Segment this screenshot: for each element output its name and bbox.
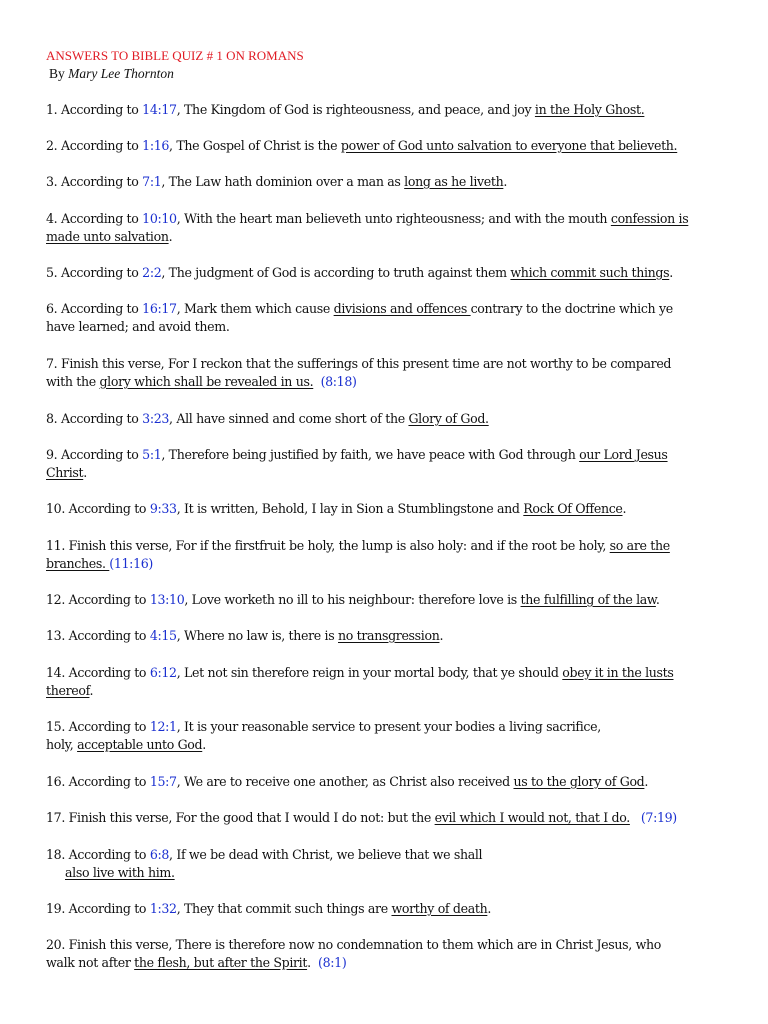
question-text: , They that commit such things are (176, 901, 392, 916)
scripture-reference: 6:12 (149, 665, 177, 680)
scripture-reference: 15:7 (149, 774, 177, 789)
scripture-reference: 6:8 (149, 847, 170, 862)
answer-text: no transgression (338, 628, 440, 643)
question-prefix: According to (68, 774, 150, 789)
question-number: 9. (46, 447, 61, 462)
question-tail: . (622, 501, 627, 516)
question-tail: . (439, 628, 444, 643)
question-item (46, 210, 736, 246)
question-number: 8. (46, 411, 61, 426)
question-number: 12. (46, 592, 69, 607)
question-text: , If we be dead with Christ, we believe that we shall (169, 847, 483, 862)
scripture-reference: 1:32 (149, 901, 177, 916)
question-number: 18. (46, 847, 69, 862)
scripture-reference: 7:1 (142, 174, 162, 189)
question-prefix: According to (60, 265, 143, 280)
answer-text: so are the (609, 538, 670, 553)
question-number: 6. (46, 301, 61, 316)
question-number: 19. (46, 901, 69, 916)
question-prefix: According to (60, 174, 143, 189)
author-byline (49, 66, 174, 82)
question-item (46, 936, 736, 972)
question-prefix: Finish this verse, (68, 937, 176, 952)
answer-text: thereof (46, 683, 90, 698)
answer-text: long as he liveth (404, 174, 504, 189)
question-tail: . (644, 774, 649, 789)
question-prefix: According to (68, 628, 150, 643)
question-text: , Love worketh no ill to his neighbour: therefore love is (184, 592, 521, 607)
question-text: , The Gospel of Christ is the (169, 138, 341, 153)
question-number: 17. (46, 810, 69, 825)
question-text: walk not after (46, 955, 135, 970)
answer-text: our Lord Jesus (579, 447, 668, 462)
question-tail: . (487, 901, 491, 916)
question-item (46, 846, 736, 882)
question-prefix: Finish this verse, (68, 810, 176, 825)
question-text: For if the firstfruit be holy, the lump is also holy: and if the root be holy, (175, 538, 610, 553)
question-prefix: According to (60, 102, 143, 117)
answer-text: divisions and offences (333, 301, 471, 316)
question-item (46, 809, 736, 827)
question-number: 10. (46, 501, 69, 516)
question-text: , The Law hath dominion over a man as (161, 174, 405, 189)
scripture-reference: (8:1) (318, 955, 347, 970)
answer-text: branches. (46, 556, 110, 571)
question-item (46, 137, 736, 155)
question-text: , All have sinned and come short of the (169, 411, 409, 426)
question-number: 11. (46, 538, 69, 553)
question-tail: . (168, 229, 173, 244)
answer-text: confession is (610, 211, 689, 226)
question-item (46, 500, 736, 518)
scripture-reference: 1:16 (142, 138, 170, 153)
question-text: , The judgment of God is according to truth against them (161, 265, 511, 280)
question-text: have learned; and avoid them. (46, 319, 230, 334)
question-prefix: According to (68, 592, 150, 607)
question-text: There is therefore now no condemnation to them which are in Christ Jesus, who (175, 937, 662, 952)
question-text: , With the heart man believeth unto righteousness; and with the mouth (176, 211, 611, 226)
scripture-reference: (7:19) (640, 810, 677, 825)
answer-text: glory which shall be revealed in us. (99, 374, 314, 389)
question-number: 14. (46, 665, 69, 680)
question-item (46, 173, 736, 191)
question-prefix: According to (60, 411, 143, 426)
question-tail: . (202, 737, 206, 752)
scripture-reference: 13:10 (149, 592, 185, 607)
question-number: 16. (46, 774, 69, 789)
question-tail: . (89, 683, 94, 698)
question-text: , Mark them which cause (176, 301, 334, 316)
scripture-reference: (8:18) (320, 374, 357, 389)
question-prefix: According to (68, 719, 150, 734)
question-item (46, 300, 736, 336)
scripture-reference: 3:23 (142, 411, 170, 426)
question-tail: . (307, 955, 311, 970)
question-item (46, 900, 736, 918)
question-item (46, 410, 736, 428)
question-number: 7. (46, 356, 61, 371)
question-prefix: According to (68, 501, 150, 516)
answer-text: which commit such things (510, 265, 670, 280)
question-tail: . (655, 592, 660, 607)
question-number: 20. (46, 937, 69, 952)
question-item (46, 264, 736, 282)
answer-text: us to the glory of God (513, 774, 645, 789)
by-prefix: By (49, 66, 69, 81)
question-text: , The Kingdom of God is righteousness, and peace, and joy (176, 102, 535, 117)
answer-text: Glory of God. (408, 411, 489, 426)
question-number: 4. (46, 211, 61, 226)
answer-text: Rock Of Offence (523, 501, 623, 516)
question-item (46, 101, 736, 119)
question-item (46, 446, 736, 482)
scripture-reference: 4:15 (149, 628, 177, 643)
question-text: with the (46, 374, 100, 389)
question-item (46, 664, 736, 700)
question-prefix: According to (60, 301, 143, 316)
question-number: 3. (46, 174, 61, 189)
answer-text: the fulfilling of the law (520, 592, 656, 607)
question-prefix: According to (68, 847, 150, 862)
question-number: 2. (46, 138, 61, 153)
question-text: , Therefore being justified by faith, we have peace with God through (161, 447, 580, 462)
question-prefix: Finish this verse, (68, 538, 176, 553)
scripture-reference: 12:1 (149, 719, 177, 734)
scripture-reference: (11:16) (109, 556, 153, 571)
scripture-reference: 9:33 (149, 501, 177, 516)
answer-text: in the Holy Ghost. (534, 102, 645, 117)
question-item (46, 718, 736, 754)
question-tail: . (83, 465, 87, 480)
question-prefix: According to (68, 901, 150, 916)
answer-text: obey it in the lusts (562, 665, 674, 680)
question-item (46, 355, 736, 391)
question-prefix: Finish this verse, (60, 356, 168, 371)
question-number: 15. (46, 719, 69, 734)
question-text: , Let not sin therefore reign in your mortal body, that ye should (176, 665, 563, 680)
question-number: 5. (46, 265, 61, 280)
question-text: holy, (46, 737, 78, 752)
question-prefix: According to (60, 211, 143, 226)
question-prefix: According to (68, 665, 150, 680)
scripture-reference: 14:17 (142, 102, 177, 117)
scripture-reference: 10:10 (142, 211, 177, 226)
question-item (46, 591, 736, 609)
question-item (46, 627, 736, 645)
answer-text: Christ (46, 465, 84, 480)
question-text: contrary to the doctrine which ye (470, 301, 673, 316)
answer-text: evil which I would not, that I do. (434, 810, 630, 825)
question-number: 13. (46, 628, 69, 643)
scripture-reference: 16:17 (142, 301, 177, 316)
question-item (46, 773, 736, 791)
question-text: , It is your reasonable service to present your bodies a living sacrifice, (176, 719, 601, 734)
question-text: For I reckon that the sufferings of this present time are not worthy to be compared (168, 356, 672, 371)
answer-text: acceptable unto God (77, 737, 203, 752)
scripture-reference: 5:1 (142, 447, 162, 462)
scripture-reference: 2:2 (142, 265, 162, 280)
question-item (46, 537, 736, 573)
question-text: , We are to receive one another, as Christ also received (176, 774, 514, 789)
question-number: 1. (46, 102, 61, 117)
question-text: For the good that I would I do not: but the (175, 810, 435, 825)
answer-text: power of God unto salvation to everyone that believeth. (340, 138, 678, 153)
author-name: Mary Lee Thornton (68, 66, 174, 81)
question-text: , Where no law is, there is (176, 628, 339, 643)
answer-text: made unto salvation (46, 229, 169, 244)
answer-text: also live with him. (65, 865, 175, 880)
page-title: ANSWERS TO BIBLE QUIZ # 1 ON ROMANS (46, 48, 304, 63)
question-tail: . (503, 174, 508, 189)
answer-text: the flesh, but after the Spirit (134, 955, 308, 970)
answer-text: worthy of death (391, 901, 488, 916)
question-prefix: According to (60, 447, 143, 462)
question-prefix: According to (60, 138, 143, 153)
question-tail: . (669, 265, 673, 280)
question-text: , It is written, Behold, I lay in Sion a Stumblingstone and (176, 501, 524, 516)
